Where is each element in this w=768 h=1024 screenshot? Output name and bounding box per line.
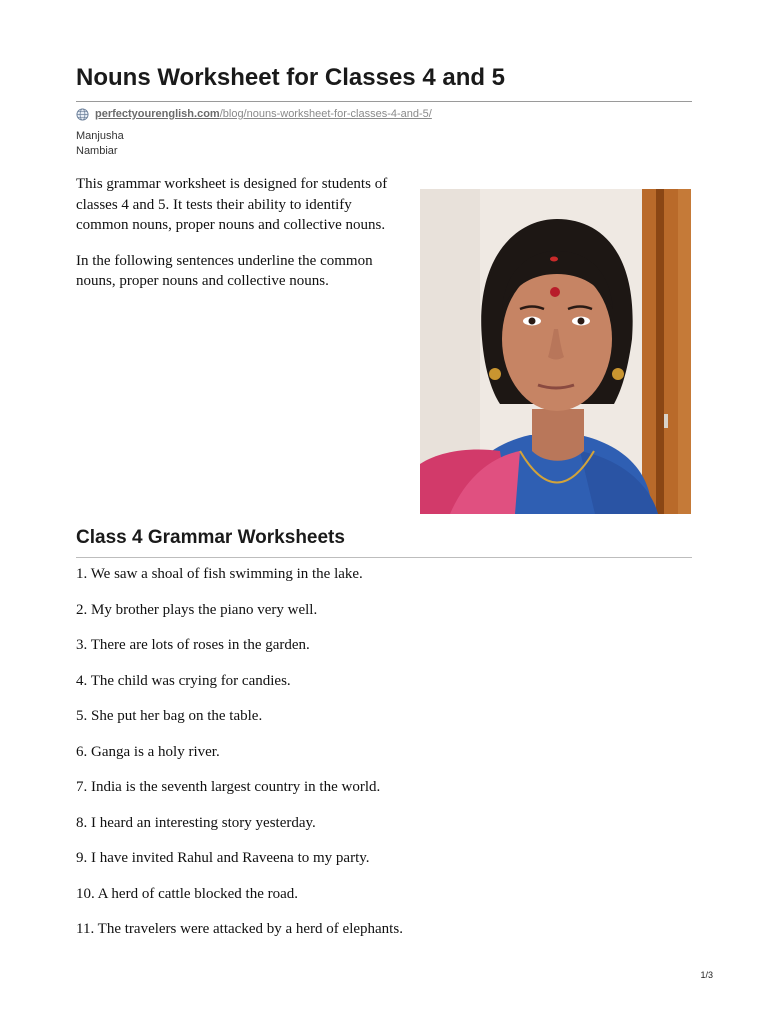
question-item: 11. The travelers were attacked by a herd of elephants. (76, 921, 403, 937)
author-photo (420, 189, 691, 514)
intro-paragraph-2: In the following sentences underline the common nouns, proper nouns and collective nouns. (76, 252, 373, 289)
page-number: 1/3 (700, 970, 713, 980)
question-item: 3. There are lots of roses in the garden. (76, 637, 310, 653)
intro-paragraph-1: This grammar worksheet is designed for students of classes 4 and 5. It tests their ability to identify common nouns, proper nouns and collective nouns. (76, 176, 388, 233)
author-last-name: Nambiar (76, 145, 118, 157)
source-domain[interactable]: perfectyourenglish.com (95, 108, 220, 120)
section-divider (76, 557, 692, 558)
question-item: 9. I have invited Rahul and Raveena to my party. (76, 850, 370, 866)
title-divider (76, 101, 692, 102)
globe-icon (76, 108, 89, 121)
source-path[interactable]: /blog/nouns-worksheet-for-classes-4-and-5/ (219, 108, 432, 120)
question-item: 4. The child was crying for candies. (76, 672, 291, 689)
section-heading: Class 4 Grammar Worksheets (76, 527, 345, 548)
author-first-name: Manjusha (76, 130, 124, 142)
question-item: 5. She put her bag on the table. (76, 708, 263, 724)
author-name (76, 129, 124, 159)
page-title: Nouns Worksheet for Classes 4 and 5 (76, 64, 506, 91)
intro-text (76, 174, 396, 307)
question-item: 1. We saw a shoal of fish swimming in the lake. (76, 566, 363, 582)
question-item: 6. Ganga is a holy river. (76, 743, 220, 760)
question-list (76, 564, 403, 955)
author-portrait-illustration (420, 189, 691, 514)
question-item: 2. My brother plays the piano very well. (76, 601, 318, 618)
question-item: 8. I heard an interesting story yesterday. (76, 814, 316, 831)
source-link[interactable] (76, 106, 432, 122)
question-item: 10. A herd of cattle blocked the road. (76, 885, 299, 902)
question-item: 7. India is the seventh largest country in the world. (76, 779, 381, 795)
